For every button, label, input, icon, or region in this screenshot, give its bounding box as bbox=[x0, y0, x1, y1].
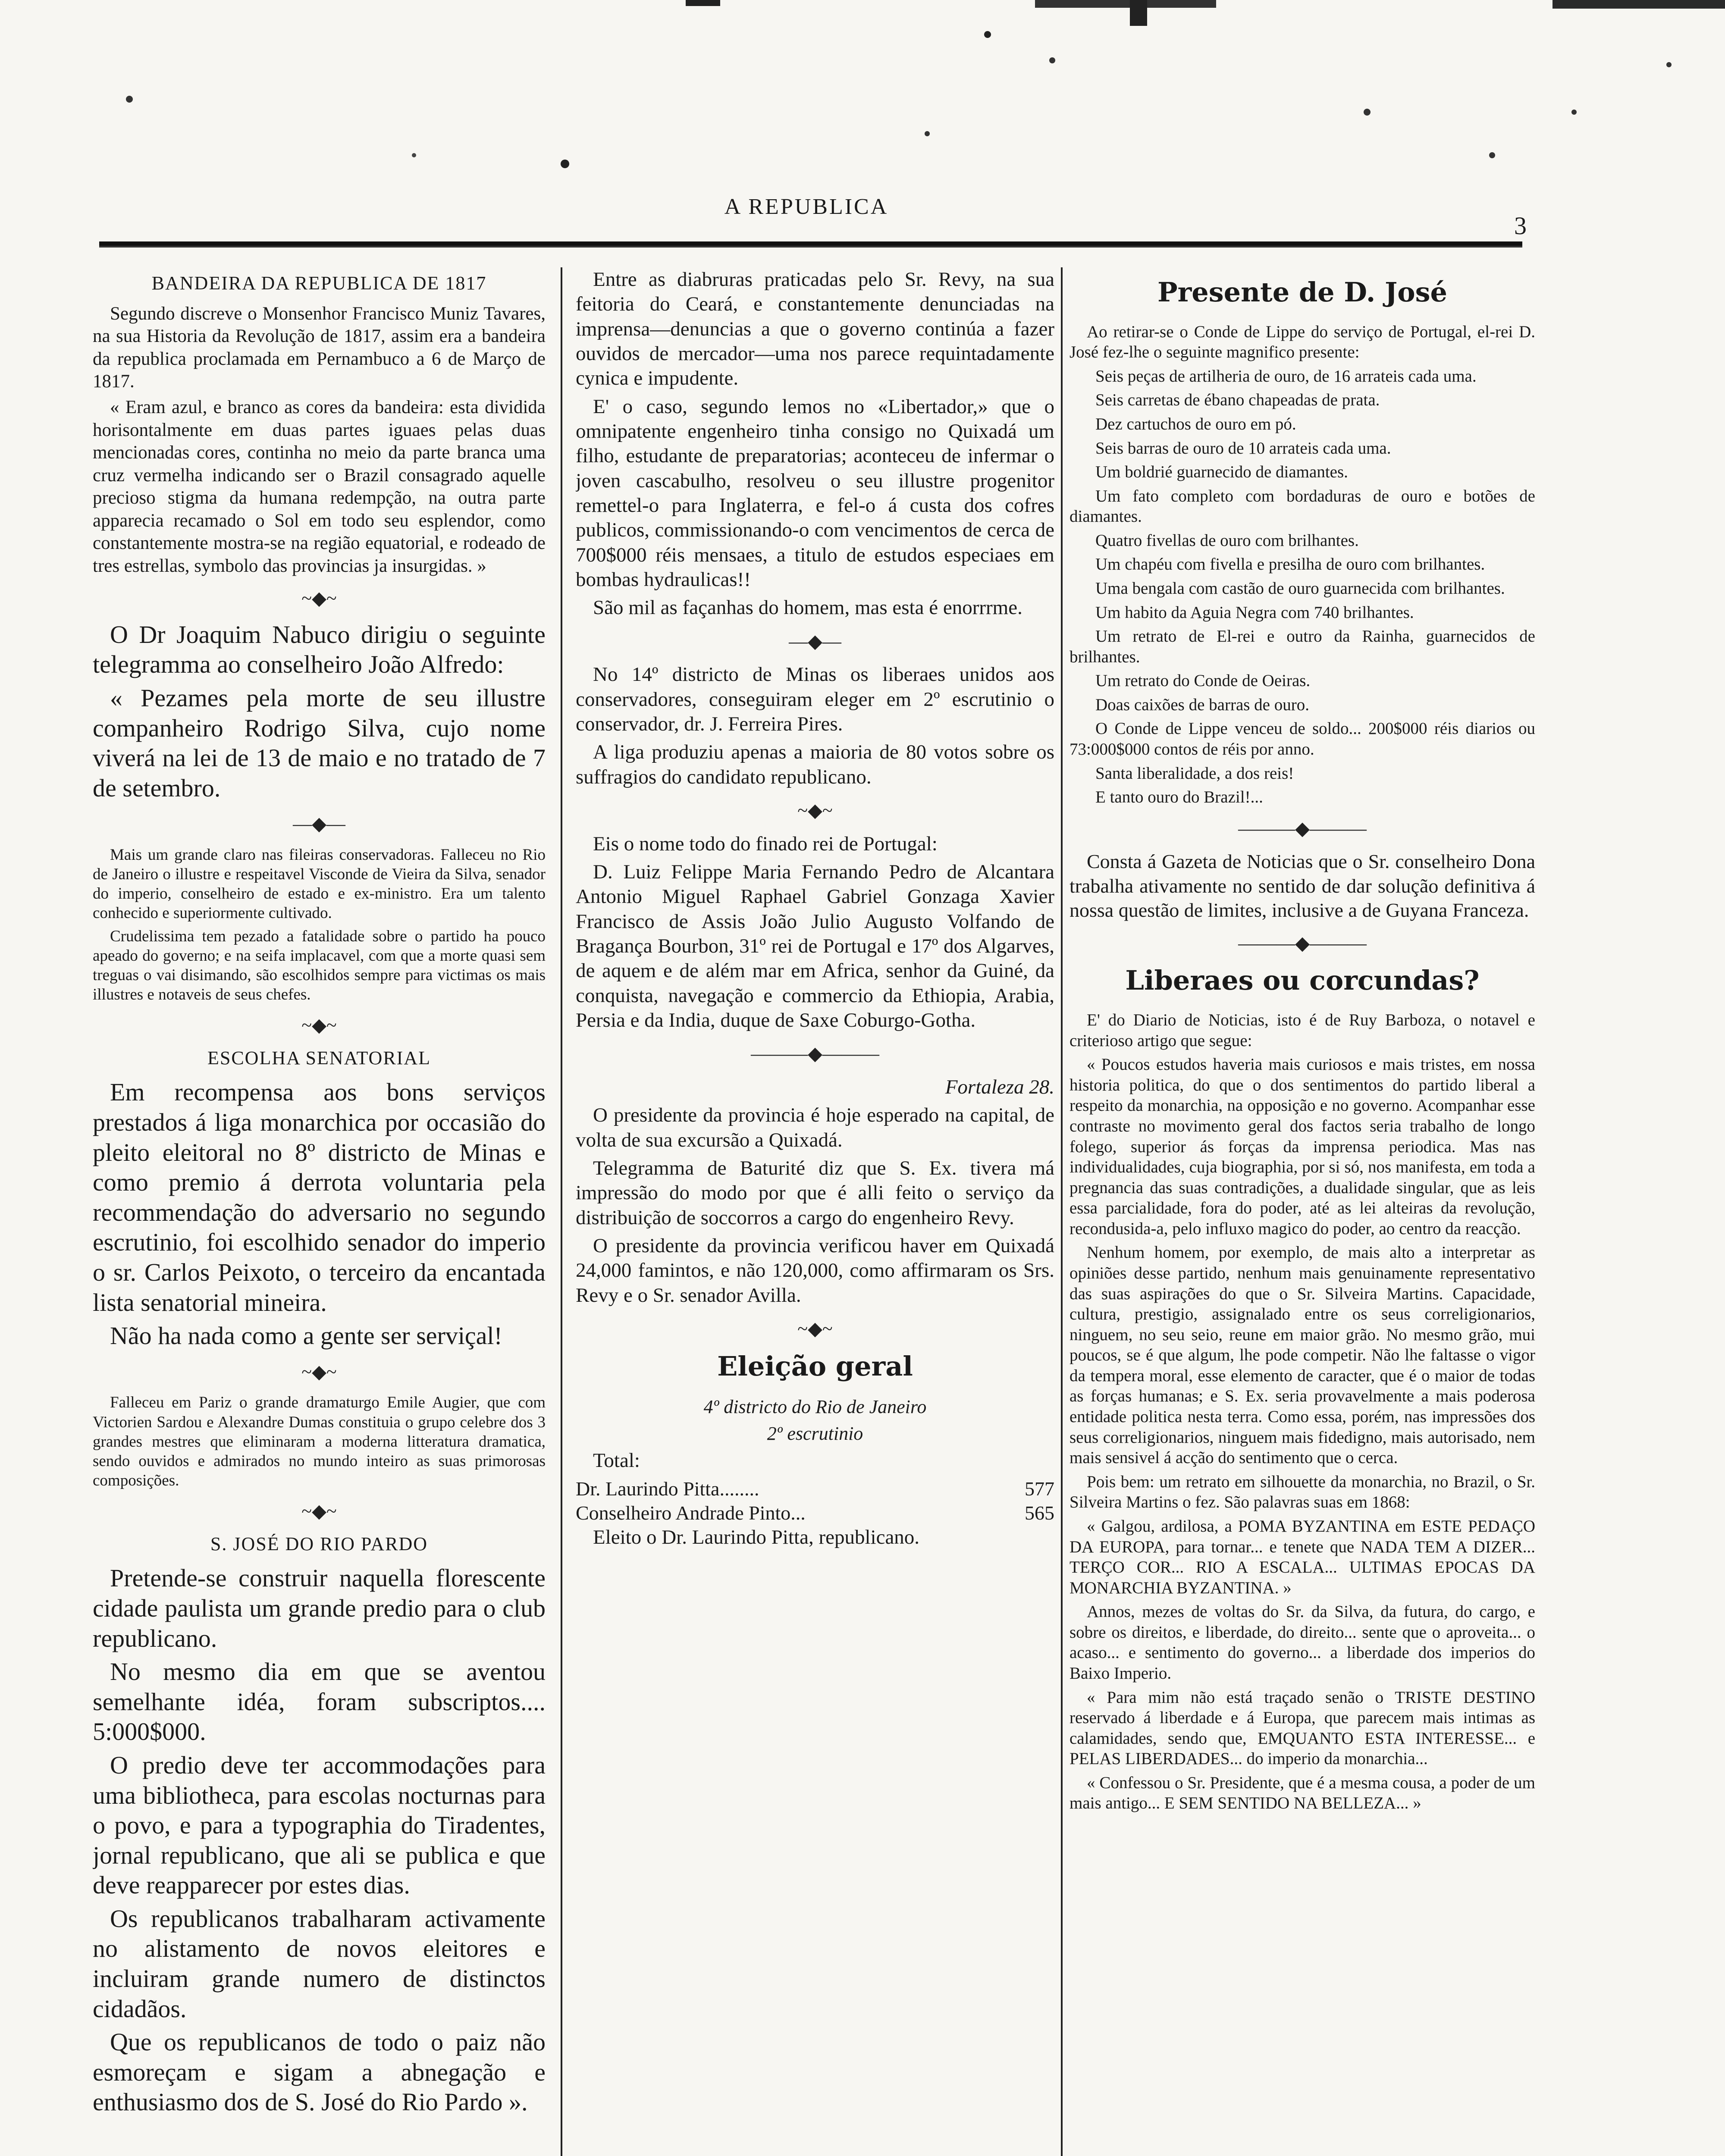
paragraph: E' do Diario de Noticias, isto é de Ruy Barboza, o notavel e criterioso artigo que segue: bbox=[1070, 1011, 1535, 1050]
paragraph: E' o caso, segundo lemos no «Libertador,» que o omnipatente engenheiro tinha consigo no Quixadá um filho, estudante de preparatorias; aconteceu de infermar o joven cascabulho, resolveu o seu illustre progenitor remettel-o para Inglaterra, e fel-o á custa dos cofres publicos, commissionando-o com vencimentos de cerca de 700$000 réis mensaes, a titulo de estudos especiaes em bombas hydraulicas!! bbox=[576, 395, 1054, 591]
article-heading-bandeira: BANDEIRA DA REPUBLICA DE 1817 bbox=[151, 273, 487, 294]
ornament-divider: ———◆——— bbox=[1238, 932, 1367, 954]
candidate-name: Conselheiro Andrade Pinto... bbox=[576, 1501, 806, 1524]
list-item: Um chapéu com fivella e presilha de ouro com brilhantes. bbox=[1095, 555, 1485, 574]
paragraph: A liga produziu apenas a maioria de 80 votos sobre os suffragios do candidato republicano. bbox=[576, 741, 1054, 788]
paragraph: O predio deve ter accommodações para uma bibliotheca, para escolas nocturnas para o povo, e para a typographia do Tiradentes, jornal republicano, que ali se publica e que deve reapparecer por estes dias. bbox=[93, 1751, 546, 1899]
paragraph: Pretende-se construir naquella florescente cidade paulista um grande predio para o club republicano. bbox=[93, 1564, 546, 1652]
paragraph: São mil as façanhas do homem, mas esta é enorrrme. bbox=[593, 596, 1022, 619]
ornament-divider: ~◆~ bbox=[797, 1318, 833, 1339]
paragraph: « Confessou o Sr. Presidente, que é a mesma cousa, a poder de um mais antigo... E SEM SENTIDO NA BELLEZA... » bbox=[1070, 1773, 1535, 1813]
paragraph: « Eram azul, e branco as cores da bandeira: esta dividida horisontalmente em duas partes iguaes pelas duas mencionadas cores, continha no meio da parte branca uma cruz vermelha indicando ser o Brazil consagrado aquelle precioso stigma da humana redempção, na outra parte apparecia recamado o Sol em todo seu esplendor, como constantemente mostra-se na região equatorial, e rodeado de tres estrellas, symbolo das provincias ja insurgidas. » bbox=[93, 397, 546, 576]
ornament-divider: ~◆~ bbox=[301, 1015, 337, 1036]
article-heading-liberaes: Liberaes ou corcundas? bbox=[1125, 965, 1480, 997]
ornament-divider: ———◆——— bbox=[751, 1043, 879, 1065]
ornament-divider: ~◆~ bbox=[301, 1501, 337, 1522]
newspaper-title: A REPUBLICA bbox=[724, 194, 889, 219]
paragraph: « Poucos estudos haveria mais curiosos e mais tristes, em nossa historia politica, do que o dos sentimentos do partido liberal a respeito da monarchia, na opposição e no governo. Acompanhar esse contraste no movimento geral dos factos seria trabalho de longo folego, superior ás forças da imprensa periodica. Mas nas individualidades, cuja biographia, por si só, nos manifesta, em toda a pregnancia das suas contradições, a dualidade singular, que as leis essa parcialidade, fora do poder, até as lei alteiras da revolução, recondusida-a, pelo influxo magico do poder, ao centro da reacção. bbox=[1070, 1055, 1535, 1238]
round-label: 2º escrutinio bbox=[767, 1423, 863, 1444]
paragraph: « Para mim não está traçado senão o TRISTE DESTINO reservado á liberdade e á Europa, que parecem mais intimas as calamidades, sendo que, EMQUANTO ESTA INTERESSE... e PELAS LIBERDADES... do imperio da monarchia... bbox=[1070, 1688, 1535, 1768]
paragraph: No mesmo dia em que se aventou semelhante idéa, foram subscriptos.... 5:000$000. bbox=[93, 1658, 546, 1746]
paragraph: Não ha nada como a gente ser serviçal! bbox=[110, 1322, 502, 1350]
paragraph: O Dr Joaquim Nabuco dirigiu o seguinte telegramma ao conselheiro João Alfredo: bbox=[93, 620, 546, 679]
paragraph: Pois bem: um retrato em silhouette da monarchia, no Brazil, o Sr. Silveira Martins o fez. São palavras suas em 1868: bbox=[1070, 1472, 1535, 1512]
list-item: Um habito da Aguia Negra com 740 brilhantes. bbox=[1095, 603, 1414, 622]
column-divider bbox=[1061, 267, 1063, 2156]
dateline: Fortaleza 28. bbox=[945, 1075, 1054, 1098]
paragraph: Entre as diabruras praticadas pelo Sr. Revy, na sua feitoria do Ceará, e constantemente denunciadas na imprensa—denuncias a que o governo continúa a fazer ouvidos de mercador—uma nos parece requintadamente cynica e impudente. bbox=[576, 268, 1054, 390]
paragraph: Crudelissima tem pezado a fatalidade sobre o partido ha pouco apeado do governo; e na seifa implacavel, com que a morte quasi sem treguas o vai disimando, são escolhidos sempre para victimas os mais illustres e notaveis de seus chefes. bbox=[93, 927, 546, 1003]
list-item: Um boldrié guarnecido de diamantes. bbox=[1095, 463, 1348, 482]
list-item: Seis carretas de ébano chapeadas de prata. bbox=[1095, 391, 1380, 410]
paragraph: Eleito o Dr. Laurindo Pitta, republicano. bbox=[593, 1526, 920, 1549]
tally-row bbox=[576, 1477, 1054, 1501]
paragraph: No 14º districto de Minas os liberaes unidos aos conservadores, conseguiram eleger em 2º escrutinio o conservador, dr. J. Ferreira Pires. bbox=[576, 663, 1054, 735]
paragraph: Annos, mezes de voltas do Sr. da Silva, da futura, do cargo, e sobre os direitos, e liberdade, do direito... sente que o aproveita... o acaso... e sentimento do governo... a liberdade dos imperios do Baixo Imperio. bbox=[1070, 1602, 1535, 1683]
tally-row bbox=[576, 1501, 1054, 1525]
list-item: Um retrato do Conde de Oeiras. bbox=[1095, 671, 1311, 690]
column-2 bbox=[576, 267, 1054, 2156]
list-item: Quatro fivellas de ouro com brilhantes. bbox=[1095, 531, 1359, 550]
article-heading-rio-pardo: S. JOSÉ DO RIO PARDO bbox=[210, 1533, 428, 1554]
paragraph: Em recompensa aos bons serviços prestados á liga monarchica por occasião do pleito eleitoral no 8º districto de Minas e como premio á derrota voluntaria pela recommendação do adversario no segundo escrutinio, foi escolhido senador do imperio o sr. Carlos Peixoto, o terceiro da encantada lista senatorial mineira. bbox=[93, 1078, 546, 1316]
paragraph: O presidente da provincia é hoje esperado na capital, de volta de sua excursão a Quixadá. bbox=[576, 1104, 1054, 1151]
paragraph: « Galgou, ardilosa, a POMA BYZANTINA em ESTE PEDAÇO DA EUROPA, para tornar... e tenete que NADA TEM A DIZER... TERÇO COR... RIO A ESCALA... ULTIMAS EPOCAS DA MONARCHIA BYZANTINA. » bbox=[1070, 1517, 1535, 1597]
ornament-divider: ~◆~ bbox=[301, 1361, 337, 1382]
column-divider bbox=[561, 267, 562, 2156]
article-heading-escolha: ESCOLHA SENATORIAL bbox=[207, 1047, 431, 1069]
article-heading-presente: Presente de D. José bbox=[1157, 276, 1447, 308]
paragraph: Os republicanos trabalharam activamente no alistamento de novos eleitores e incluiram grande numero de distinctos cidadãos. bbox=[93, 1904, 546, 2023]
scan-specks bbox=[0, 0, 1725, 181]
article-heading-eleicao: Eleição geral bbox=[717, 1350, 913, 1382]
list-item: E tanto ouro do Brazil!... bbox=[1095, 788, 1263, 807]
list-item: Um fato completo com bordaduras de ouro e botões de diamantes. bbox=[1070, 486, 1535, 526]
paragraph: Eis o nome todo do finado rei de Portugal: bbox=[593, 832, 938, 855]
list-item: Dez cartuchos de ouro em pó. bbox=[1095, 414, 1296, 433]
ornament-divider: —◆— bbox=[293, 813, 345, 835]
paragraph: « Pezames pela morte de seu illustre companheiro Rodrigo Silva, cujo nome viverá na lei de 13 de maio e no tratado de 7 de setembro. bbox=[93, 683, 546, 802]
paragraph: Falleceu em Pariz o grande dramaturgo Emile Augier, que com Victorien Sardou e Alexandre Dumas constituia o grupo celebre dos 3 grandes mestres que eliminaram a moderna litteratura dramatica, sendo ouvidos e admirados no mundo inteiro as suas primorosas composições. bbox=[93, 1394, 546, 1489]
total-label: Total: bbox=[593, 1449, 640, 1472]
candidate-votes: 577 bbox=[1025, 1477, 1054, 1500]
paragraph: Mais um grande claro nas fileiras conservadoras. Falleceu no Rio de Janeiro o illustre e respeitavel Visconde de Vieira da Silva, senador do imperio, conselheiro de estado e ex-ministro. Era um talento conhecido e superiormente cultivado. bbox=[93, 846, 546, 922]
paragraph: Consta á Gazeta de Noticias que o Sr. conselheiro Dona trabalha ativamente no sentido de dar solução definitiva á nossa questão de limites, inclusive a de Guyana Franceza. bbox=[1070, 850, 1535, 921]
ornament-divider: —◆— bbox=[789, 630, 841, 652]
candidate-votes: 565 bbox=[1025, 1501, 1054, 1524]
list-item: O Conde de Lippe venceu de soldo... 200$000 réis diarios ou 73:000$000 contos de réis por anno. bbox=[1070, 719, 1535, 759]
list-item: Santa liberalidade, a dos reis! bbox=[1095, 764, 1294, 783]
ornament-divider: ~◆~ bbox=[301, 588, 337, 609]
list-item: Seis peças de artilheria de ouro, de 16 arrateis cada uma. bbox=[1095, 367, 1477, 385]
district-label: 4º districto do Rio de Janeiro bbox=[703, 1396, 927, 1418]
page-number: 3 bbox=[1514, 212, 1527, 240]
ornament-divider: ———◆——— bbox=[1238, 818, 1367, 839]
list-item: Uma bengala com castão de ouro guarnecida com brilhantes. bbox=[1095, 579, 1505, 598]
candidate-name: Dr. Laurindo Pitta........ bbox=[576, 1477, 759, 1500]
paragraph: Segundo discreve o Monsenhor Francisco Muniz Tavares, na sua Historia da Revolução de 1817, assim era a bandeira da republica proclamada em Pernambuco a 6 de Março de 1817. bbox=[93, 303, 546, 392]
header-rule bbox=[99, 241, 1522, 248]
paragraph: O presidente da provincia verificou haver em Quixadá 24,000 famintos, e não 120,000, como affirmaram os Srs. Revy e o Sr. senador Avilla. bbox=[576, 1234, 1054, 1307]
list-item: Doas caixões de barras de ouro. bbox=[1095, 695, 1309, 714]
list-item: Seis barras de ouro de 10 arrateis cada uma. bbox=[1095, 439, 1391, 458]
paragraph: Ao retirar-se o Conde de Lippe do serviço de Portugal, el-rei D. José fez-lhe o seguinte magnifico presente: bbox=[1070, 322, 1535, 362]
column-1 bbox=[93, 267, 546, 2156]
paragraph: Telegramma de Baturité diz que S. Ex. tivera má impressão do modo por que é alli feito o serviço da distribuição de soccorros a cargo do engenheiro Revy. bbox=[576, 1156, 1054, 1229]
paragraph: Que os republicanos de todo o paiz não esmoreçam e sigam a abnegação e enthusiasmo dos de S. José do Rio Pardo ». bbox=[93, 2028, 546, 2116]
page-header bbox=[86, 190, 1527, 240]
column-3 bbox=[1070, 267, 1535, 2156]
paragraph: D. Luiz Felippe Maria Fernando Pedro de Alcantara Antonio Miguel Raphael Gabriel Gonzaga Xavier Francisco de Assis João Julio Augusto Volfando de Bragança Bourbon, 31º rei de Portugal e 17º dos Algarves, de aquem e de além mar em Africa, senhor da Guiné, da conquista, navegação e commercio da Ethiopia, Arabia, Persia e da India, duque de Saxe Coburgo-Gotha. bbox=[576, 860, 1054, 1031]
list-item: Um retrato de El-rei e outro da Rainha, guarnecidos de brilhantes. bbox=[1070, 627, 1535, 666]
paragraph: Nenhum homem, por exemplo, de mais alto a interpretar as opiniões desse partido, nenhum mais genuinamente representativo das suas aspirações do que o Sr. Silveira Martins. Capacidade, cultura, prestigio, assignalado entre os seus correligionarios, ninguem, no seu seio, reune em maior grão. No mesmo grão, mui poucos, se é que algum, lhe pode competir. Não lhe faltasse o vigor da tempera moral, esse elemento de caracter, que é o maior de todas as forças humanas; e S. Ex. seria provavelmente a mais poderosa entidade politica nesta terra. Como essa, porém, nas impressões dos seus correligionarios, ninguem mais fidedigno, mais autorisado, nem mais sensivel á acção do sentimento que o cerca. bbox=[1070, 1243, 1535, 1467]
ornament-divider: ~◆~ bbox=[797, 799, 833, 821]
